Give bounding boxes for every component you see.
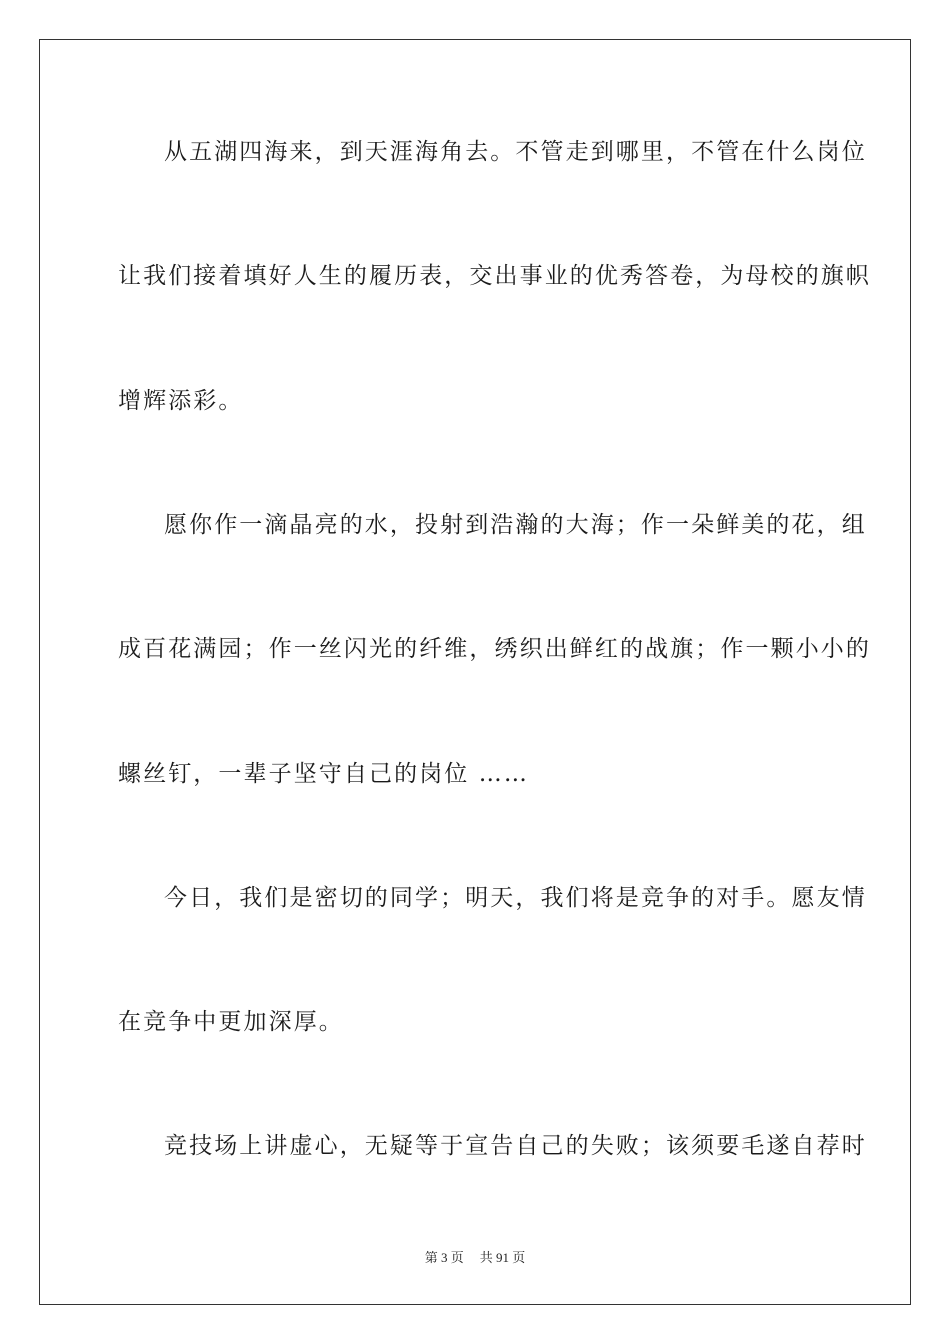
paragraph-line: 螺丝钉，一辈子坚守自己的岗位 …… xyxy=(118,761,530,787)
page-border xyxy=(39,39,911,1305)
paragraph-line: 今日，我们是密切的同学；明天，我们将是竞争的对手。愿友情 xyxy=(164,885,867,911)
page-total: 共 91 页 xyxy=(479,1250,526,1265)
paragraph-line: 让我们接着填好人生的履历表，交出事业的优秀答卷，为母校的旗帜 xyxy=(118,263,871,289)
paragraph-line: 成百花满园；作一丝闪光的纤维，绣织出鲜红的战旗；作一颗小小的 xyxy=(118,636,871,662)
page-footer xyxy=(0,1247,950,1266)
paragraph-line: 竞技场上讲虚心，无疑等于宣告自己的失败；该须要毛遂自荐时 xyxy=(164,1133,867,1159)
paragraph-line: 从五湖四海来，到天涯海角去。不管走到哪里，不管在什么岗位 xyxy=(164,139,867,165)
paragraph-line: 在竞争中更加深厚。 xyxy=(118,1009,344,1035)
paragraph-line: 愿你作一滴晶亮的水，投射到浩瀚的大海；作一朵鲜美的花，组 xyxy=(164,512,867,538)
paragraph-line: 增辉添彩。 xyxy=(118,388,244,414)
page-number: 第 3 页 xyxy=(424,1250,464,1265)
